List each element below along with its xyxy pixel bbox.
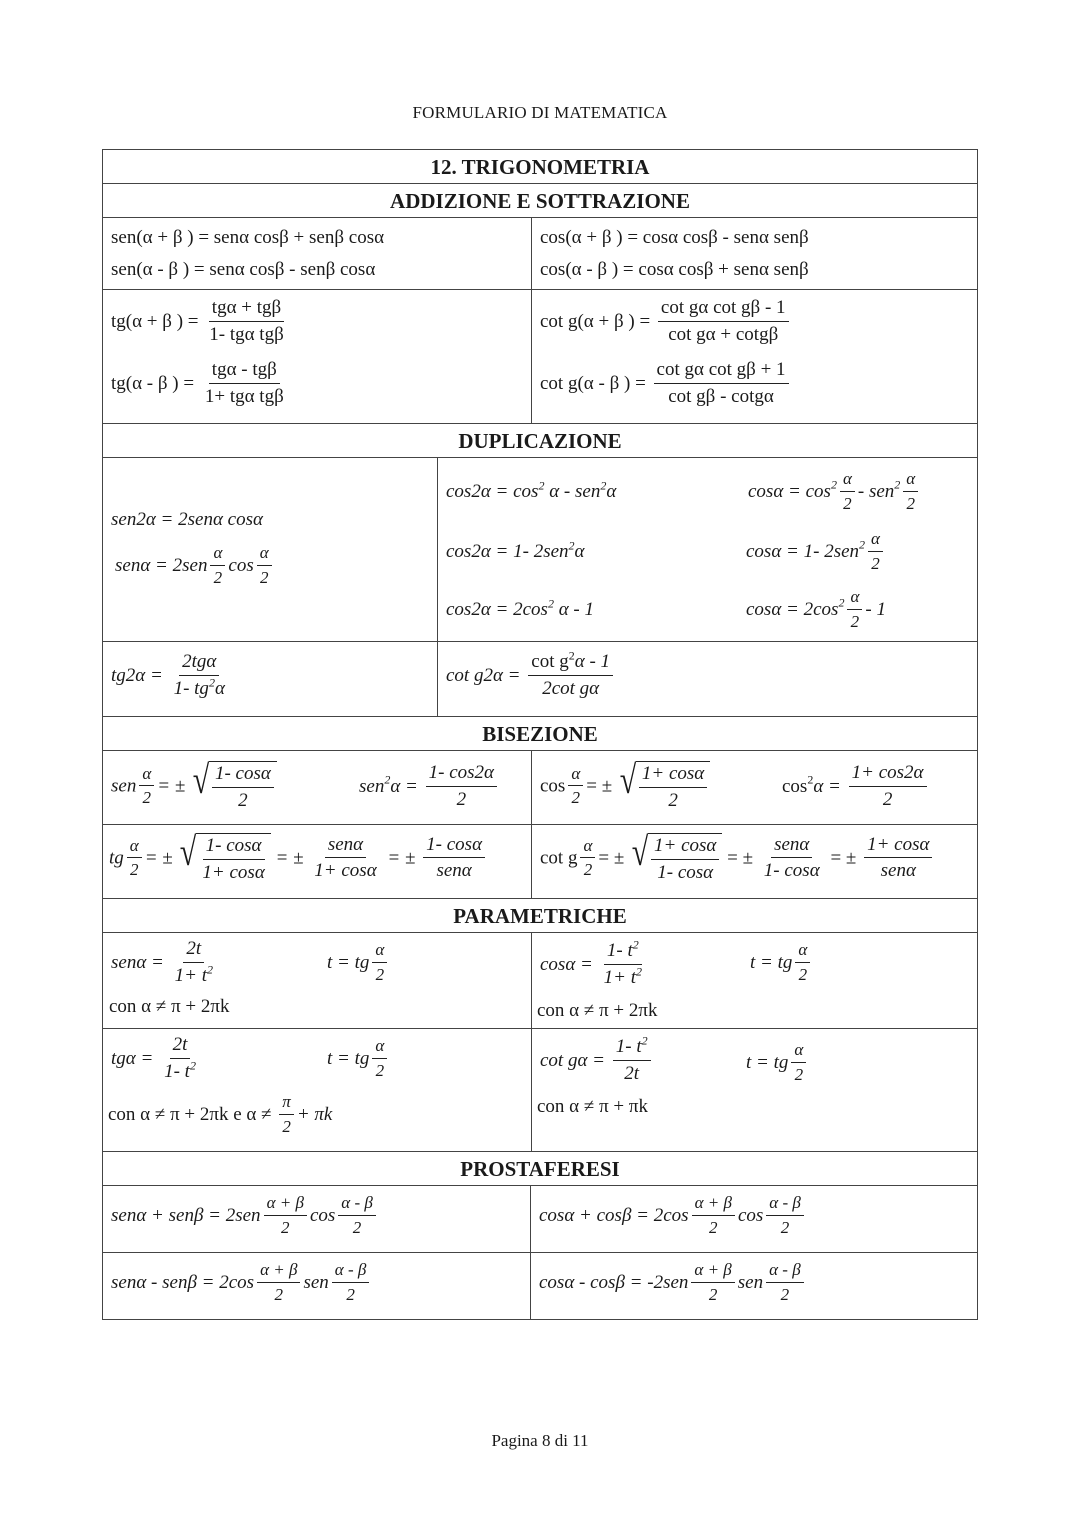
add-cot-cell <box>531 290 977 423</box>
dup-tg-cell <box>103 642 437 716</box>
dup-row-sen-cos <box>103 458 977 642</box>
bis-cot-cell <box>531 825 977 898</box>
formula-cot-param: cot gα = $\frac{1- t^2}{2t}$ <box>540 1037 654 1084</box>
page-number: Pagina 8 di 11 <box>491 1431 589 1450</box>
formula-cosa-2: cosα = 1- 2sen$^2$ $\frac{\alpha}{2}$ <box>746 530 886 573</box>
formula-cos-param: cosα = $\frac{1- t^2}{1+ t^2}$ <box>540 937 642 988</box>
par-row-tg-cot <box>103 1029 977 1152</box>
formula-t-def-4: t = tg $\frac{\alpha}{2}$ <box>746 1041 809 1084</box>
bis-tg-cell <box>103 825 531 898</box>
formula-cos2a-1: $\cos 2\alpha = \cos^2 \alpha - sen^2\alpha$ <box>446 478 617 502</box>
formula-cot-half: cot g $\frac{\alpha}{2}$ = ± √ $\frac{1+ \cos\alpha}{1- \cos\alpha}$ = ± $\frac{\text{senα}}{1- \cos\alpha}$ = ± $\frac{1+ \cos\alpha}{\text{senα}}$ <box>540 833 935 883</box>
formula-cot2a: cot g2α = $\frac{\cot g^2\alpha - 1}{\text{2cot gα}}$ <box>446 652 616 699</box>
add-sen-cell <box>103 218 531 289</box>
formula-sen-sum-to-product: senα + senβ = 2sen $\frac{\alpha + \beta}{2}$ cos $\frac{\alpha - \beta}{2}$ <box>111 1194 379 1237</box>
formula-tg-half: tg $\frac{\alpha}{2}$ = ± √ $\frac{1- \cos\alpha}{1+ \cos\alpha}$ = ± $\frac{\text{senα}}{1+ \cos\alpha}$ = ± $\frac{1- \cos\alpha}{\text{senα}}$ <box>109 833 488 883</box>
par-cos-cell <box>531 933 977 1028</box>
pros-sen-diff-cell <box>103 1253 530 1319</box>
bis-row-sen-cos <box>103 751 977 825</box>
dup-row-tg-cot <box>103 642 977 717</box>
section-duplicazione: DUPLICAZIONE <box>103 424 977 458</box>
pros-cos-sum-cell <box>530 1186 977 1252</box>
formula-t-def-1: t = tg $\frac{\alpha}{2}$ <box>327 941 390 984</box>
formula-tg-sum: tg(α + β ) = $\frac{\text{tgα + tgβ}}{\text{1- tgα tgβ}}$ <box>111 297 284 345</box>
formula-cosa-3: $\cos\alpha = 2\cos^2$ $\frac{\alpha}{2}$ - 1 <box>746 587 886 631</box>
section-parametriche: PARAMETRICHE <box>103 899 977 933</box>
pros-row-sum <box>103 1186 977 1253</box>
formula-t-def-2: t = tg $\frac{\alpha}{2}$ <box>750 941 813 984</box>
pros-row-diff <box>103 1253 977 1319</box>
formula-tg-diff: tg(α - β ) = $\frac{\text{tgα - tgβ}}{\text{1+ tgα tgβ}}$ <box>111 359 284 407</box>
formula-t-def-3: t = tg $\frac{\alpha}{2}$ <box>327 1037 390 1080</box>
pros-cos-diff-cell <box>530 1253 977 1319</box>
bis-row-tg-cot <box>103 825 977 899</box>
condition-cot-param: con α ≠ π + πk <box>537 1096 648 1117</box>
par-cot-cell <box>531 1029 977 1151</box>
pros-sen-sum-cell <box>103 1186 530 1252</box>
dup-sen-cell <box>103 458 437 641</box>
par-tg-cell <box>103 1029 531 1151</box>
add-tg-cell <box>103 290 531 423</box>
formula-sen-diff: sen(α - β ) = senα cosβ - senβ cosα <box>111 259 376 280</box>
formula-cos-diff-to-product: cosα - cosβ = -2sen $\frac{\alpha + \beta}{2}$ sen $\frac{\alpha - \beta}{2}$ <box>539 1261 807 1304</box>
formula-cos-squared-half: $\cos^2\alpha$ = $\frac{1+ \cos 2\alpha}{2}$ <box>782 763 930 810</box>
dup-cos-cell <box>437 458 977 641</box>
chapter-title: 12. TRIGONOMETRIA <box>103 150 977 184</box>
formula-sen-diff-to-product: senα - senβ = 2cos $\frac{\alpha + \beta}{2}$ sen $\frac{\alpha - \beta}{2}$ <box>111 1261 372 1304</box>
add-row-tg-cot <box>103 290 977 424</box>
dup-cot-cell <box>437 642 977 716</box>
formula-cosa-1: $\cos\alpha = \cos^2$ $\frac{\alpha}{2}$ - sen$^2$ $\frac{\alpha}{2}$ <box>748 470 921 513</box>
formula-tg-param: tgα = $\frac{2t}{1- t^2}$ <box>111 1034 196 1082</box>
document-header: FORMULARIO DI MATEMATICA <box>412 103 668 122</box>
formula-sen-sum: sen(α + β ) = senα cosβ + senβ cosα <box>111 227 385 248</box>
formula-sen-squared-half: sen$^2$α = $\frac{1- \cos 2\alpha}{2}$ <box>359 763 500 810</box>
formula-cos-sum-to-product: cosα + cosβ = 2cos $\frac{\alpha + \beta}{2}$ cos $\frac{\alpha - \beta}{2}$ <box>539 1194 807 1237</box>
formula-cos2a-2: cos2α = 1- 2sen$^2$α <box>446 538 585 562</box>
condition-tg-param: con α ≠ π + 2πk e α ≠ $\frac{\pi}{2}$ + πk <box>108 1092 333 1136</box>
formula-cot-sum: cot g(α + β ) = $\frac{\text{cot gα cot gβ - 1}}{\text{cot gα + cotgβ}}$ <box>540 298 792 345</box>
formula-sen-half-root: sen $\frac{\alpha}{2}$ = ± √ $\frac{1- \cos\alpha}{2}$ <box>111 761 277 811</box>
section-prostaferesi: PROSTAFERESI <box>103 1152 977 1186</box>
par-row-sen-cos <box>103 933 977 1029</box>
formula-cos-sum: cos(α + β ) = cosα cosβ - senα senβ <box>540 227 809 248</box>
formula-cos-half-root: cos $\frac{\alpha}{2}$ = ± √ $\frac{1+ \cos\alpha}{2}$ <box>540 761 710 811</box>
section-addizione: ADDIZIONE E SOTTRAZIONE <box>103 184 977 218</box>
add-row-sen-cos <box>103 218 977 290</box>
formula-table <box>102 149 978 1320</box>
formula-tg2a: tg2α = $\frac{\text{2tgα}}{1- tg^2\alpha}$ <box>111 651 225 699</box>
bis-sen-cell <box>103 751 531 824</box>
formula-cos2a-3: $\cos 2\alpha = 2\cos^2$ α - 1 <box>446 596 595 620</box>
formula-sen2a: sen2α = 2senα cosα <box>111 509 263 530</box>
bis-cos-cell <box>531 751 977 824</box>
par-sen-cell <box>103 933 531 1028</box>
formula-sena-half: senα = 2sen $\frac{\alpha}{2}$ cos $\frac{\alpha}{2}$ <box>115 544 275 587</box>
add-cos-cell <box>531 218 977 289</box>
section-bisezione: BISEZIONE <box>103 717 977 751</box>
formula-cot-diff: cot g(α - β ) = $\frac{\text{cot gα cot gβ + 1}}{\text{cot gβ - cotgα}}$ <box>540 360 792 407</box>
formula-sen-param: senα = $\frac{2t}{1+ t^2}$ <box>111 938 213 986</box>
condition-sen-param: con α ≠ π + 2πk <box>109 996 230 1017</box>
formula-cos-diff: cos(α - β ) = cosα cosβ + senα senβ <box>540 259 809 280</box>
condition-cos-param: con α ≠ π + 2πk <box>537 1000 658 1021</box>
